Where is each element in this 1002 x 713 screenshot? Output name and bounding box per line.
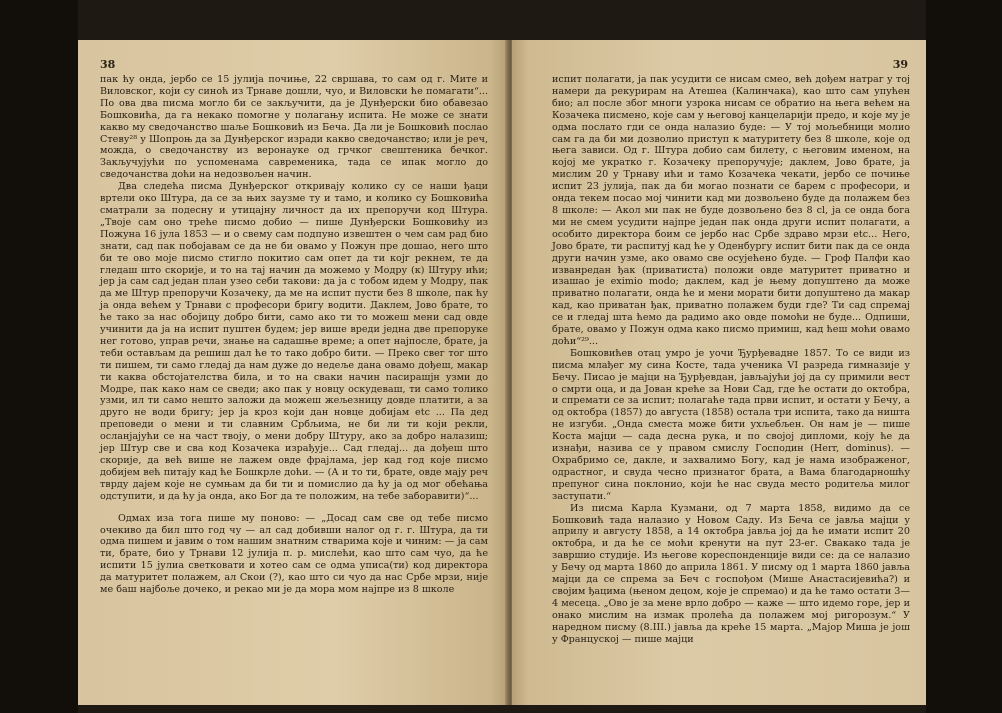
right-page-text: [552, 74, 910, 646]
right-page: [512, 40, 926, 705]
right-background-edge: [926, 0, 1002, 713]
left-paragraph-1: пак ћу онда, јербо се 15 јулија почиње, 22 свршава, то сам од г. Мите и Виловског, који су синоћ из Трнаве дошли, чуо, и Виловски ће помагати“... По ова два писма могло би се закључити, да је Дунђерски био обавезао Бошковића, да га некако помогне у полагању испита. Не може се знати какво му сведочанство шаље Бошковић из Беча. Да ли је Бошковић послао Стеву²⁸ у Шопроњ да за Дунђерског изради какво сведочанство; или је реч, можда, о сведочанству из веронауке од грчког свештеника бечког. Закључујући по успоменама савременика, тада се ипак могло до сведочанства доћи на недозвољен начин.: [100, 74, 488, 181]
right-paragraph-3: Из писма Карла Кузмани, од 7 марта 1858, видимо да се Бошковић тада налазио у Новом Саду. Из Беча се јавља мајци у априлу и августу 1858, а 14 октобра јавља јој да ће имати испит 20 октобра, и да ће се моћи кренути на пут 23-ег. Свакако тада је завршио студије. Из његове кореспонденције види се: да се налазио у Бечу од марта 1860 до априла 1861. У писму од 1 марта 1860 јавља мајци да се спрема за Беч с госпођом (Мише Анастасијевића?) и својим ђацима (њеном децом, које је спремао) и да ће тамо остати 3—4 месеца. „Ово је за мене врло добро — каже — што идемо горе, јер и онако мислим на измак пролећа да полажем мој ригорозум.“ У наредном писму (8.III.) јавља да креће 15 марта. „Мајор Миша је још у Француској — пише мајци: [552, 502, 910, 645]
right-paragraph-1: испит полагати, ја пак усудити се нисам смео, већ дођем натраг у тој намери да рекурирам на Атешеа (Калинчака), као што сам упућен био; ал после због многи узрока нисам се обратио на њега већем на Козачека писмено, које сам у његовој канцеларији предо, и које му је одма послато гди се онда налазио буде: — У тој мољебници молио сам га да би ми дозволио приступ к матуритету без 8 школе, које од њега зависи. Од г. Штура добио сам билету, с његовим именом, на којој ме укратко г. Козачеку препоручује; даклем, Јово брате, ја мислим 20 у Трнаву ићи и тамо Козачека чекати, јербо се почиње испит 23 јулија, пак да би могао познати се барем с професори, и онда текем посао мој чинити кад ми дозвољено буде да полажем без 8 школе: — Акол ми пак не буде дозвољено без 8 cl, ја се онда бога ми не смем усудити најпре један пак онда други испит полагати, а особито директора боим се јербо нас Србе здраво мрзи etc... Него, Јово брате, ти распитуј кад ће у Оденбургу испит бити пак да се онда други начин узме, ако овамо све осујећено буде. — Гроф Палфи као изванредан ђак (приватиста) положи овде матуритет приватно и изашао је eximio modo; даклем, кад је њему допуштено да може приватно полагати, онда ће и мени морати бити допуштено да макар кад, као приватан ђак, приватно полажем буди где? Ти сад спремај се и гледај шта ћемо да радимо ако овде помоћи не буде... Одпиши, брате, овамо у Пожун одма како писмо примиш, кад ћеш моћи овамо доћи“²⁹...: [552, 74, 910, 347]
left-page-number: 38: [100, 58, 116, 71]
right-page-number: 39: [892, 58, 908, 71]
left-paragraph-2: Два следећа писма Дунђерског откривају колико су се наши ђаци вртели око Штура, да се за њих заузме ту и тамо, и колико су Бошковића сматрали за подесну и утицајну личност да их препоручи код Штура. „Твоје сам оно треће писмо добио — пише Дунђерски Бошковићу из Пожуна 16 јула 1853 — и о свему сам подпуно извештен о чем сам рад био знати, сад пак побојавам се да не би овамо у Пожун пре дошао, него што би те ово моје писмо стигло покитио сам опет да ти којг рекнем, те да гледаш што скорије, и то на тај начин да можемо у Модру (к) Штуру ићи; јер ја сам сад један план узео себи такови: да ја с тобом идем у Модру, пак да ме Штур препоручи Козачеку, да ме на испит пусти без 8 школе, пак ћу ја онда већем у Трнави с професори бригу водити. Даклем, Јово брате, то ће тако за нас обојицу добро бити, само ако ти то можеш мени сад овде учинити да ја на испит пуштен будем; јер више вреди једна две препоруке нег готово, управ речи, знање на садашње време; а опет најпосле, брате, ја теби остављам да решиш дал ће то тако добро бити. — Преко свег тог што ти пишем, ти само гледај да нам дуже до недеље дана овамо дођеш, макар ти каква обстојателства била, и то на сваки начин пасирашјн узми до Модре, пак како нам се сведи; ако пак у новцу оскудеваш, ти само толико узми, ил ти само нешто заложи да можеш жељезницу довде платити, а за друго не води бригу; јер ја кроз који дан новце добијам etc ... Па дед преповеди о мени и ти славним Србљима, не би ли ти који рекли, осланјајући се на част твоју, о мени добру Штуру, ако за добро налазиш; јер Штур све и сва код Козачека израђује... Сад гледај... да дођеш што скорије, да већ више не лажем овде фрајлама, јер кад год које писмо добијем већ питају кад ће Бошкрле доћи. — (А и то ти, брате, овде мају реч тврду дајем које не сумњам да би ти и помислио да ћу ја од мог обећања одступити, и да ћу ја онда, ако Бог да те положим, на тебе заборавити)“...: [100, 181, 488, 502]
right-paragraph-2: Бошковићев отац умро је уочи Ђурђевадне 1857. То се види из писма млађег му сина Косте, тада ученика VI разреда гимназије у Бечу. Писао је мајци на Ђурђевдан, јављајући јој да су примили вест о смрти оца, и да Јован креће за Нови Сад, где ће остати до октобра, и спремати се за испит; полагаће тада први испит, и остати у Бечу, а од октобра (1857) до августа (1858) остала три испита, тако да ништа не изгуби. „Онда сместа може бити ухљебљен. Он нам је — пише Коста мајци — сада десна рука, и по својој дипломи, коју ће да изнађи, назива се у правом смислу Господин (Herr, dominus). — Охрабримо се, дакле, и захвалимо Богу, кад је нама изображеног, одрастног, и свуда чесно признатог брата, а Вама благодарношћу препуног сина поклонио, који ће нас свуда место родитеља милог заступати.“: [552, 347, 910, 502]
left-page: [78, 40, 508, 705]
left-page-text: [100, 74, 488, 596]
left-background-edge: [0, 0, 78, 713]
left-paragraph-3: Одмах иза тога пише му поново: — „Досад сам све од тебе писмо очекиво да бил што год чу — ал сад добивши налог од г. г. Штура, да ти одма пишем и јавим о том нашим знатним стварима које и чиним: — ја сам ти, брате, био у Трнави 12 јулија п. р. мислећи, као што сам чуо, да ће испити 15 јулиа светковати и хотео сам се одма уписа(ти) код директора да матуритет полажем, ал Скои (?), као што си чуо да нас Србе мрзи, није ме баш најбоље дочеко, и рекао ми је да мора мом најпре из 8 школе: [100, 512, 488, 596]
